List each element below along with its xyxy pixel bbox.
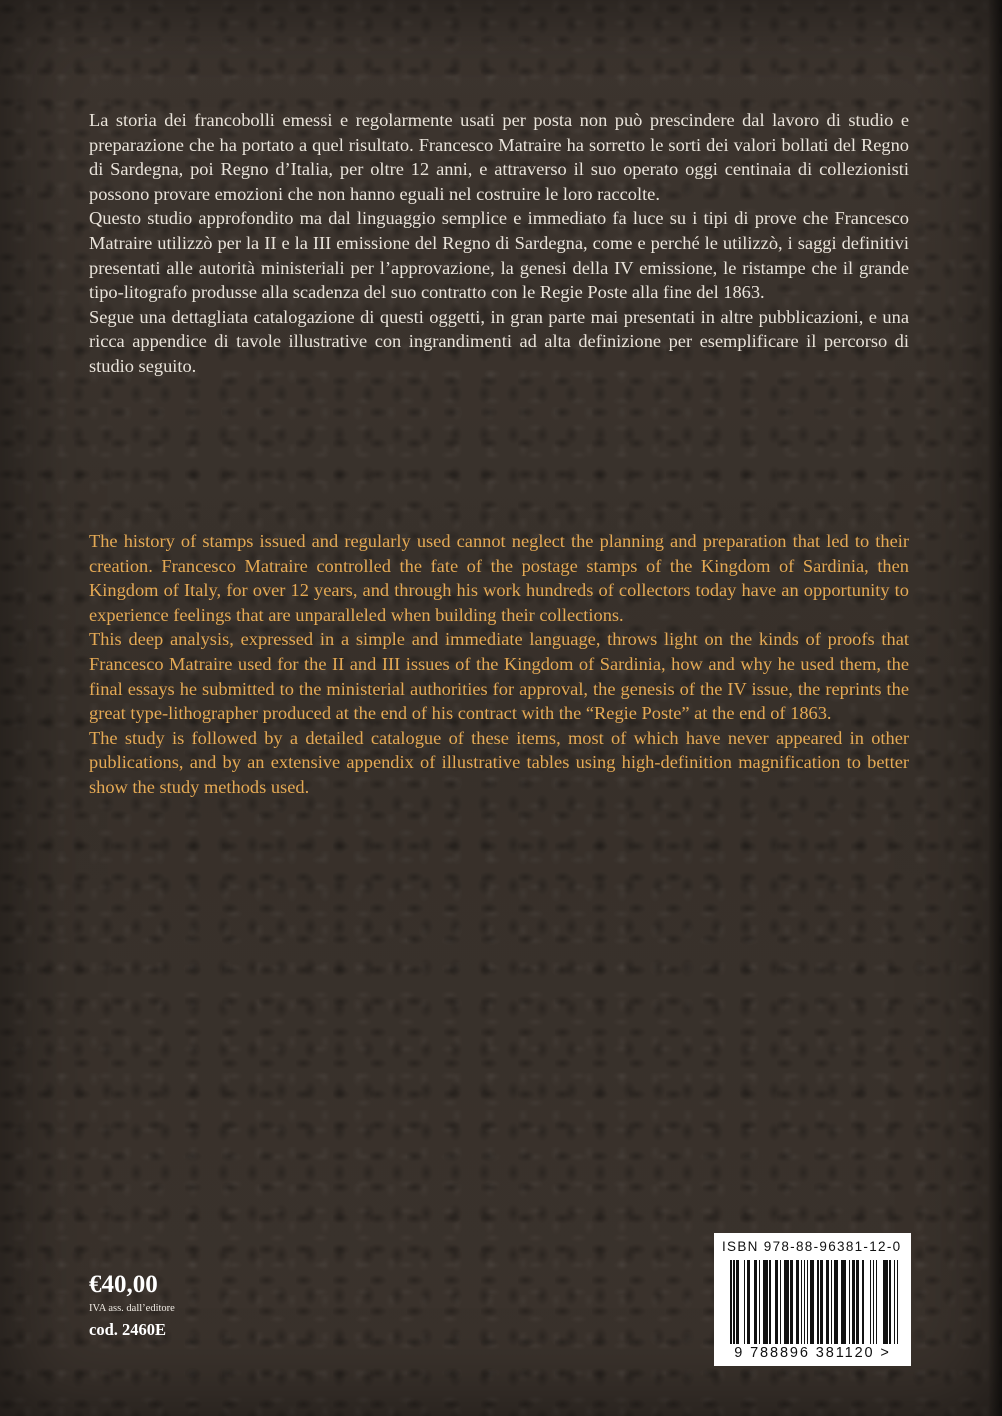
english-paragraph-3: The study is followed by a detailed catalogue of these items, most of which have never appeared in other publications, and by an extensive appendix of illustrative tables using high-definition magnification to better show the study methods used.: [89, 727, 909, 797]
isbn-label: ISBN 978-88-96381-12-0: [722, 1239, 902, 1254]
barcode-bar: [834, 1260, 839, 1344]
barcode-bar: [862, 1260, 864, 1344]
barcode-bar: [747, 1260, 750, 1344]
barcode-bar: [804, 1260, 806, 1344]
vat-note: IVA ass. dall’editore: [89, 1303, 175, 1314]
english-paragraph-2: This deep analysis, expressed in a simple and immediate language, throws light on the kinds of proofs that Francesco Matraire used for the II and III issues of the Kingdom of Sardinia, how and why he used them, the final essays he submitted to the ministerial authorities for approval, the genesis of the IV issue, the reprints the great type-lithographer produced at the end of his contract with the “Regie Poste” at the end of 1863.: [89, 629, 909, 724]
barcode-bar: [831, 1260, 833, 1344]
barcode-bar: [849, 1260, 851, 1344]
barcode-bar: [784, 1260, 789, 1344]
barcode-bars: [730, 1260, 898, 1344]
cover-edge-shadow: [988, 0, 1002, 1416]
barcode-bar: [733, 1260, 735, 1344]
barcode-bar: [763, 1260, 768, 1344]
price-info: [89, 1270, 289, 1341]
barcode-bar: [894, 1260, 896, 1344]
product-code: cod. 2460E: [89, 1320, 167, 1339]
barcode-bar: [759, 1260, 761, 1344]
barcode-bar: [856, 1260, 859, 1344]
barcode-bar: [807, 1260, 809, 1344]
barcode-bar: [883, 1260, 888, 1344]
barcode-bar: [796, 1260, 799, 1344]
isbn-barcode: [714, 1233, 911, 1366]
italian-paragraph-3: Segue una dettagliata catalogazione di questi oggetti, in gran parte mai presentati in altre pubblicazioni, e una ricca appendice di tavole illustrative con ingrandimenti ad alta definizione per esemplificare il percorso di studio seguito.: [89, 306, 909, 376]
barcode-bar: [744, 1260, 746, 1344]
barcode-bar: [876, 1260, 878, 1344]
barcode-bar: [841, 1260, 846, 1344]
barcode-bar: [754, 1260, 757, 1344]
english-description: [89, 529, 909, 800]
barcode-bar: [870, 1260, 872, 1344]
barcode-bar: [820, 1260, 823, 1344]
italian-paragraph-2: Questo studio approfondito ma dal linguaggio semplice e immediato fa luce su i tipi di prove che Francesco Matraire utilizzò per la II e la III emissione del Regno di Sardegna, come e perché le utilizzò, i saggi definitivi presentati alle autorità ministeriali per l’approvazione, la genesi della IV emissione, le ristampe che il grande tipo-litografo produsse alla scadenza del suo contratto con le Regie Poste alla fine del 1863.: [89, 208, 909, 303]
barcode-bar: [780, 1260, 782, 1344]
barcode-bar: [801, 1260, 803, 1344]
barcode-bar: [817, 1260, 819, 1344]
barcode-bar: [736, 1260, 739, 1344]
italian-description: [89, 108, 909, 379]
italian-paragraph-1: La storia dei francobolli emessi e regolarmente usati per posta non può prescindere dal lavoro di studio e preparazione che ha portato a quel risultato. Francesco Matraire ha sorretto le sorti dei valori bollati del Regno di Sardegna, poi Regno d’Italia, per oltre 12 anni, e attraverso il suo operato oggi centinaia di collezionisti possono provare emozioni che non hanno eguali nel costruire le loro raccolte.: [89, 110, 909, 204]
barcode-bar: [873, 1260, 875, 1344]
barcode-digits: 9 788896 381120 >: [734, 1345, 891, 1361]
barcode-bar: [826, 1260, 829, 1344]
barcode-bar: [889, 1260, 891, 1344]
barcode-bar: [852, 1260, 855, 1344]
barcode-bar: [775, 1260, 778, 1344]
barcode-bar: [810, 1260, 815, 1344]
barcode-bar: [790, 1260, 793, 1344]
barcode-bar: [897, 1260, 899, 1344]
english-paragraph-1: The history of stamps issued and regularly used cannot neglect the planning and preparation that led to their creation. Francesco Matraire controlled the fate of the postage stamps of the Kingdom of Sardinia, then Kingdom of Italy, for over 12 years, and through his work hundreds of collectors today have an opportunity to experience feelings that are unparalleled when building their collections.: [89, 531, 909, 625]
barcode-bar: [730, 1260, 732, 1344]
barcode-bar: [769, 1260, 771, 1344]
price-amount: €40,00: [89, 1271, 158, 1298]
